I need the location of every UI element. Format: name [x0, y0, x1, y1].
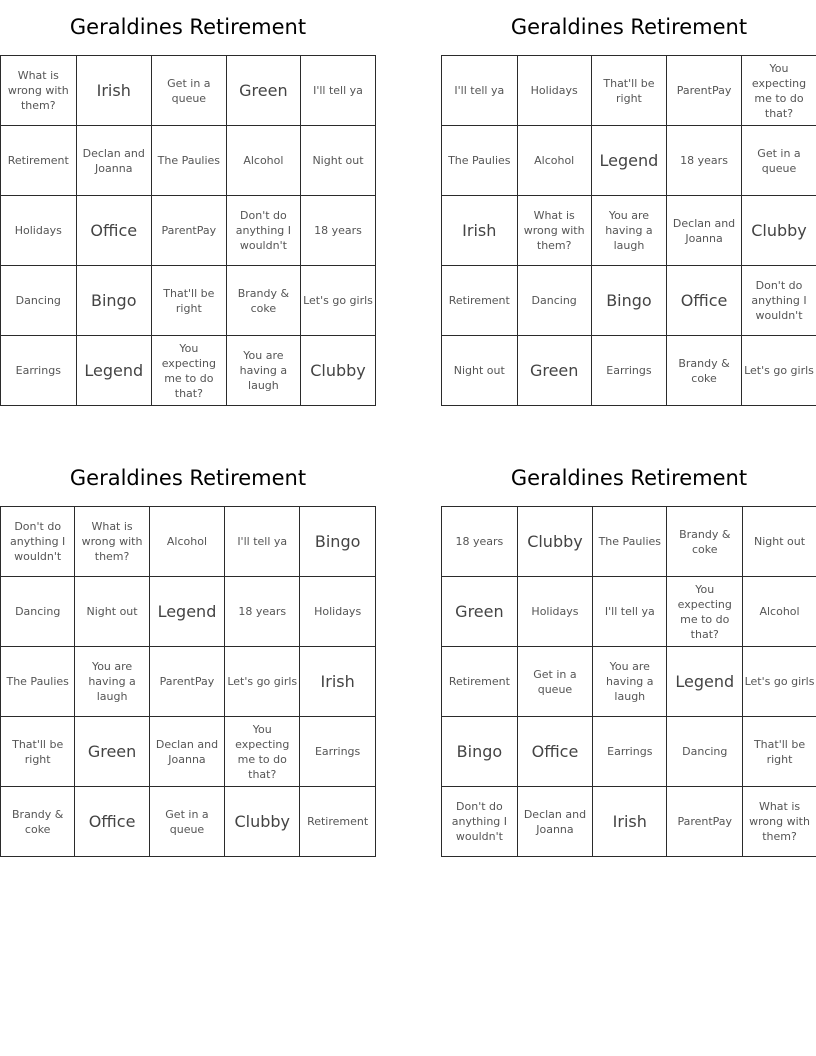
bingo-cell: Legend	[667, 647, 743, 717]
bingo-cell: Alcohol	[149, 507, 224, 577]
bingo-cell: Alcohol	[226, 126, 300, 196]
card-title: Geraldines Retirement	[510, 15, 748, 39]
grid-row	[1, 266, 376, 336]
bingo-cell: Night out	[300, 126, 375, 196]
bingo-cell: That'll be right	[1, 717, 75, 787]
bingo-cell: Let's go girls	[741, 336, 816, 406]
grid-row	[442, 196, 816, 266]
bingo-cell: That'll be right	[591, 56, 666, 126]
bingo-cell: Don't do anything I wouldn't	[226, 196, 300, 266]
bingo-cell: Get in a queue	[517, 647, 592, 717]
bingo-cell: Alcohol	[743, 577, 816, 647]
bingo-cell: Legend	[591, 126, 666, 196]
bingo-cell: Green	[75, 717, 149, 787]
bingo-cell: Declan and Joanna	[667, 196, 742, 266]
bingo-cell: ParentPay	[667, 56, 742, 126]
bingo-cell: Bingo	[442, 717, 518, 787]
bingo-cell: Legend	[76, 336, 151, 406]
bingo-grid	[441, 55, 816, 406]
grid-row	[1, 336, 376, 406]
card-title: Geraldines Retirement	[69, 466, 307, 490]
bingo-cell: You are having a laugh	[226, 336, 300, 406]
grid-row	[442, 336, 816, 406]
bingo-cell: Bingo	[300, 507, 376, 577]
bingo-cell: Let's go girls	[300, 266, 375, 336]
bingo-cell: Get in a queue	[151, 56, 226, 126]
bingo-cell: 18 years	[300, 196, 375, 266]
bingo-cell: Office	[517, 717, 592, 787]
bingo-cell: The Paulies	[593, 507, 667, 577]
bingo-cell: You expecting me to do that?	[225, 717, 300, 787]
bingo-grid	[441, 506, 816, 857]
bingo-cell: Retirement	[442, 647, 518, 717]
bingo-cell: 18 years	[667, 126, 742, 196]
bingo-cell: Irish	[442, 196, 518, 266]
grid-row	[1, 717, 376, 787]
grid-row	[1, 507, 376, 577]
bingo-cell: ParentPay	[149, 647, 224, 717]
bingo-cell: ParentPay	[151, 196, 226, 266]
bingo-cell: What is wrong with them?	[75, 507, 149, 577]
bingo-cell: Legend	[149, 577, 224, 647]
grid-row	[1, 56, 376, 126]
bingo-grid	[0, 55, 376, 406]
bingo-cell: What is wrong with them?	[1, 56, 77, 126]
bingo-cell: Holidays	[300, 577, 376, 647]
grid-row	[442, 126, 816, 196]
bingo-cell: Clubby	[517, 507, 592, 577]
bingo-cell: Office	[75, 787, 149, 857]
bingo-cell: 18 years	[442, 507, 518, 577]
grid-row	[1, 126, 376, 196]
grid-row	[1, 196, 376, 266]
bingo-cell: You are having a laugh	[591, 196, 666, 266]
bingo-cell: What is wrong with them?	[743, 787, 816, 857]
bingo-cell: That'll be right	[743, 717, 816, 787]
bingo-cell: Green	[517, 336, 591, 406]
bingo-cell: Earrings	[300, 717, 376, 787]
bingo-cell: Let's go girls	[743, 647, 816, 717]
grid-row	[442, 577, 816, 647]
grid-row	[442, 56, 816, 126]
grid-row	[1, 647, 376, 717]
bingo-cell: What is wrong with them?	[517, 196, 591, 266]
bingo-cell: Irish	[76, 56, 151, 126]
bingo-cell: Clubby	[300, 336, 375, 406]
bingo-cell: Green	[442, 577, 518, 647]
bingo-cell: Earrings	[591, 336, 666, 406]
grid-row	[442, 507, 816, 577]
bingo-cell: The Paulies	[1, 647, 75, 717]
bingo-cell: Don't do anything I wouldn't	[741, 266, 816, 336]
grid-row	[1, 787, 376, 857]
card-title: Geraldines Retirement	[69, 15, 307, 39]
bingo-cell: Green	[226, 56, 300, 126]
bingo-cell: Night out	[75, 577, 149, 647]
bingo-cell: Declan and Joanna	[149, 717, 224, 787]
bingo-cell: Brandy & coke	[1, 787, 75, 857]
bingo-cell: Clubby	[741, 196, 816, 266]
bingo-cell: Brandy & coke	[667, 336, 742, 406]
bingo-cell: Don't do anything I wouldn't	[442, 787, 518, 857]
bingo-cell: Brandy & coke	[667, 507, 743, 577]
bingo-cell: Holidays	[517, 577, 592, 647]
bingo-cell: I'll tell ya	[593, 577, 667, 647]
bingo-cell: The Paulies	[151, 126, 226, 196]
bingo-cell: Retirement	[1, 126, 77, 196]
bingo-cell: Dancing	[517, 266, 591, 336]
bingo-cell: Retirement	[300, 787, 376, 857]
bingo-cell: Irish	[593, 787, 667, 857]
bingo-cell: I'll tell ya	[225, 507, 300, 577]
bingo-cell: I'll tell ya	[300, 56, 375, 126]
bingo-cell: The Paulies	[442, 126, 518, 196]
bingo-cell: Office	[667, 266, 742, 336]
bingo-cell: Get in a queue	[149, 787, 224, 857]
bingo-cell: Alcohol	[517, 126, 591, 196]
bingo-cell: Office	[76, 196, 151, 266]
bingo-cell: Night out	[442, 336, 518, 406]
bingo-cell: Let's go girls	[225, 647, 300, 717]
bingo-cell: Night out	[743, 507, 816, 577]
bingo-cell: Dancing	[667, 717, 743, 787]
bingo-cell: I'll tell ya	[442, 56, 518, 126]
grid-row	[442, 717, 816, 787]
bingo-cell: Earrings	[1, 336, 77, 406]
bingo-cell: Retirement	[442, 266, 518, 336]
bingo-cell: You expecting me to do that?	[151, 336, 226, 406]
bingo-cell: Clubby	[225, 787, 300, 857]
bingo-cell: 18 years	[225, 577, 300, 647]
bingo-cell: Holidays	[1, 196, 77, 266]
card-title: Geraldines Retirement	[510, 466, 748, 490]
grid-row	[442, 787, 816, 857]
bingo-cell: You are having a laugh	[593, 647, 667, 717]
bingo-grid	[0, 506, 376, 857]
bingo-cell: Bingo	[591, 266, 666, 336]
bingo-cell: Declan and Joanna	[76, 126, 151, 196]
bingo-cell: Earrings	[593, 717, 667, 787]
bingo-cell: Bingo	[76, 266, 151, 336]
grid-row	[442, 647, 816, 717]
bingo-cell: Declan and Joanna	[517, 787, 592, 857]
grid-row	[1, 577, 376, 647]
bingo-cell: You are having a laugh	[75, 647, 149, 717]
bingo-cell: Get in a queue	[741, 126, 816, 196]
bingo-cell: Dancing	[1, 577, 75, 647]
bingo-cell: You expecting me to do that?	[667, 577, 743, 647]
bingo-cell: Holidays	[517, 56, 591, 126]
bingo-cell: ParentPay	[667, 787, 743, 857]
bingo-cell: That'll be right	[151, 266, 226, 336]
bingo-cell: You expecting me to do that?	[741, 56, 816, 126]
bingo-cell: Dancing	[1, 266, 77, 336]
grid-row	[442, 266, 816, 336]
bingo-cell: Brandy & coke	[226, 266, 300, 336]
bingo-cell: Irish	[300, 647, 376, 717]
bingo-cell: Don't do anything I wouldn't	[1, 507, 75, 577]
